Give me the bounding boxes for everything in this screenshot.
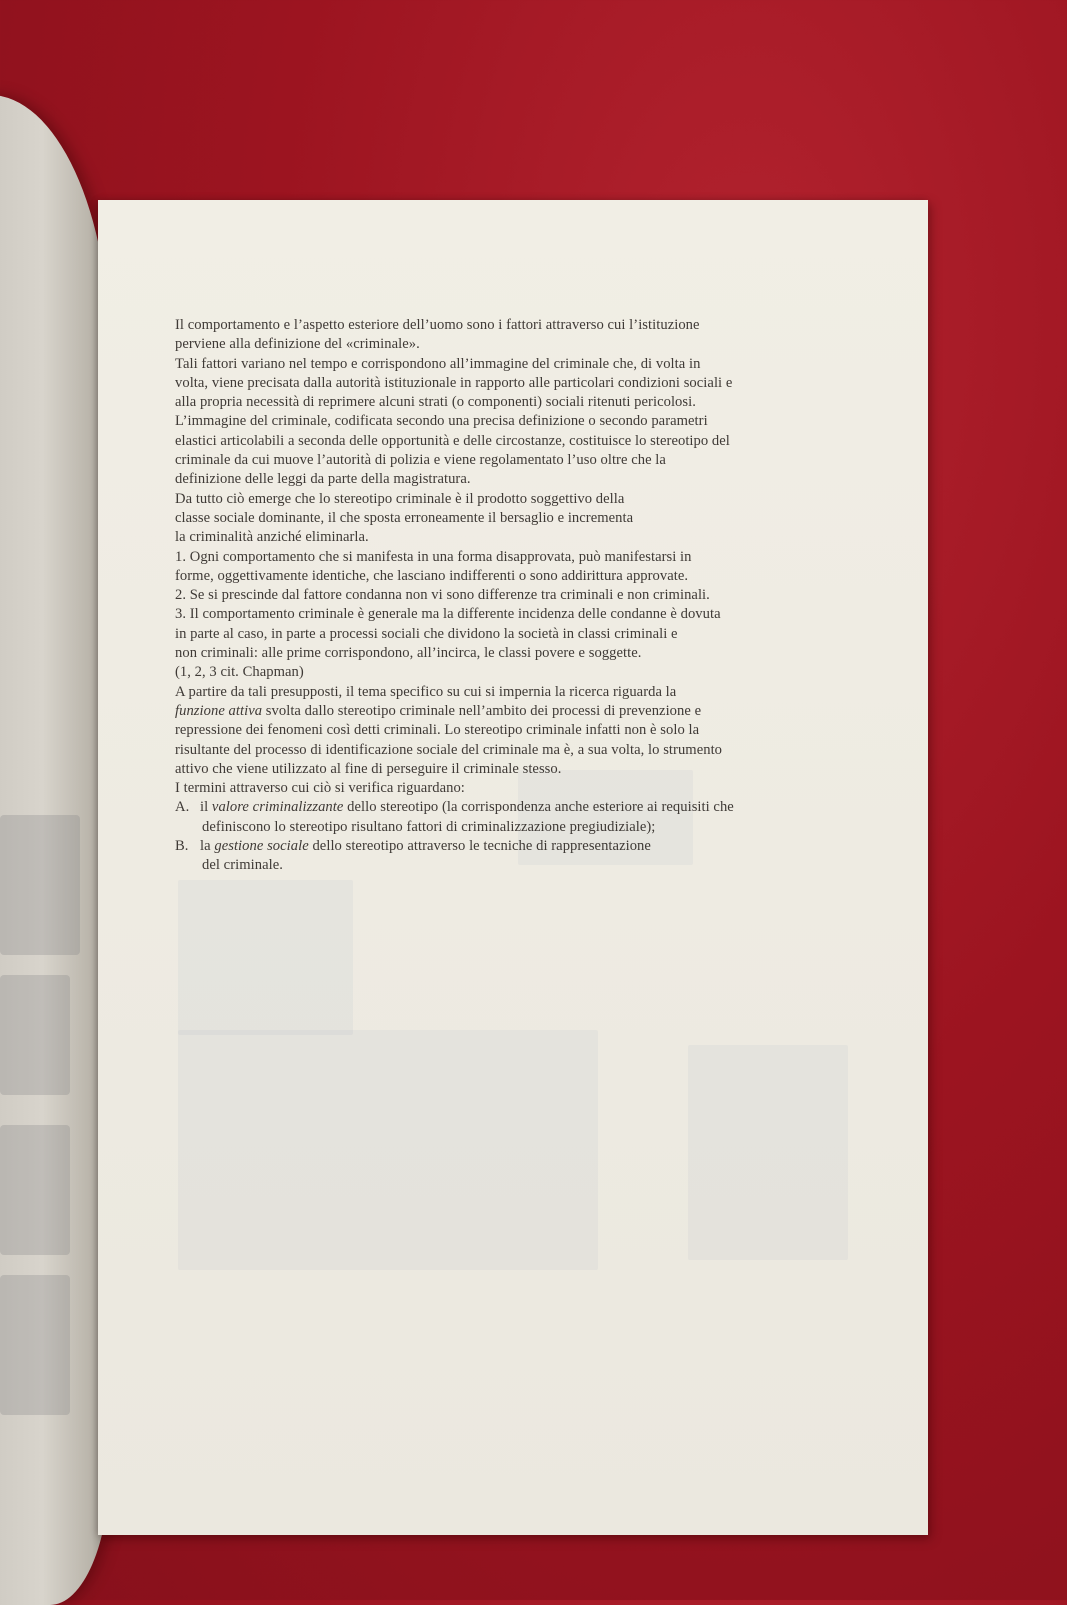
text-line: non criminali: alle prime corrispondono, all’incirca, le classi povere e soggette. (175, 645, 642, 662)
show-through-image (0, 1275, 70, 1415)
text-line: criminale da cui muove l’autorità di polizia e viene regolamentato l’uso oltre che la (175, 452, 666, 469)
show-through-image (178, 1030, 598, 1270)
list-item-b-continuation: del criminale. (202, 857, 283, 874)
show-through-image (688, 1045, 848, 1260)
text-line: perviene alla definizione del «criminale». (175, 336, 420, 353)
text-line: Il comportamento e l’aspetto esteriore dell’uomo sono i fattori attraverso cui l’istituzione (175, 317, 700, 333)
text-line (175, 702, 875, 721)
show-through-image (178, 880, 353, 1035)
show-through-image (0, 815, 80, 955)
text-span: svolta dallo stereotipo criminale nell’ambito dei processi di prevenzione e (262, 702, 702, 719)
text-line: I termini attraverso cui ciò si verifica riguardano: (175, 780, 465, 797)
list-label: B. (175, 838, 189, 855)
list-item-a-continuation: definiscono lo stereotipo risultano fattori di criminalizzazione pregiudiziale); (202, 818, 656, 835)
list-label: A. (175, 799, 190, 816)
left-page-edge (0, 95, 110, 1605)
numbered-point-1: 1. Ogni comportamento che si manifesta in una forma disapprovata, può manifestarsi in (175, 548, 692, 565)
list-item-a (175, 798, 875, 817)
numbered-point-2: 2. Se si prescinde dal fattore condanna non vi sono differenze tra criminali e non criminali. (175, 587, 710, 604)
text-line: L’immagine del criminale, codificata secondo una precisa definizione o secondo parametri (175, 413, 708, 430)
text-line: in parte al caso, in parte a processi sociali che dividono la società in classi criminali e (175, 625, 678, 642)
text-line: A partire da tali presupposti, il tema specifico su cui si impernia la ricerca riguarda la (175, 683, 677, 700)
numbered-point-3: 3. Il comportamento criminale è generale ma la differente incidenza delle condanne è dovuta (175, 606, 721, 623)
text-line: attivo che viene utilizzato al fine di perseguire il criminale stesso. (175, 760, 562, 777)
text-line: definizione delle leggi da parte della magistratura. (175, 471, 471, 488)
italic-term: funzione attiva (175, 702, 263, 719)
italic-term: valore criminalizzante (211, 799, 344, 816)
text-span: dello stereotipo attraverso le tecniche di rappresentazione (308, 838, 651, 855)
body-text (175, 316, 875, 876)
text-line: la criminalità anziché eliminarla. (175, 529, 369, 546)
text-line: forme, oggettivamente identiche, che lasciano indifferenti o sono addirittura approvate. (175, 567, 689, 584)
citation: (1, 2, 3 cit. Chapman) (175, 664, 304, 681)
text-span: il (200, 799, 212, 816)
italic-term: gestione sociale (214, 838, 309, 855)
text-line: repressione dei fenomeni così detti criminali. Lo stereotipo criminale infatti non è solo la (175, 722, 700, 739)
show-through-image (0, 975, 70, 1095)
text-line: alla propria necessità di reprimere alcuni strati (o componenti) sociali ritenuti pericolosi. (175, 394, 696, 411)
text-line: Da tutto ciò emerge che lo stereotipo criminale è il prodotto soggettivo della (175, 490, 625, 507)
list-item-b (175, 837, 875, 856)
text-line: risultante del processo di identificazione sociale del criminale ma è, a sua volta, lo strumento (175, 741, 723, 758)
text-span: dello stereotipo (la corrispondenza anche esteriore ai requisiti che (343, 799, 734, 816)
text-span: la (200, 838, 215, 855)
text-line: Tali fattori variano nel tempo e corrispondono all’immagine del criminale che, di volta in (175, 355, 701, 372)
text-line: elastici articolabili a seconda delle opportunità e delle circostanze, costituisce lo stereotipo del (175, 432, 730, 449)
show-through-image (0, 1125, 70, 1255)
text-line: classe sociale dominante, il che sposta erroneamente il bersaglio e incrementa (175, 509, 634, 526)
text-line: volta, viene precisata dalla autorità istituzionale in rapporto alle particolari condizioni sociali e (175, 374, 733, 391)
